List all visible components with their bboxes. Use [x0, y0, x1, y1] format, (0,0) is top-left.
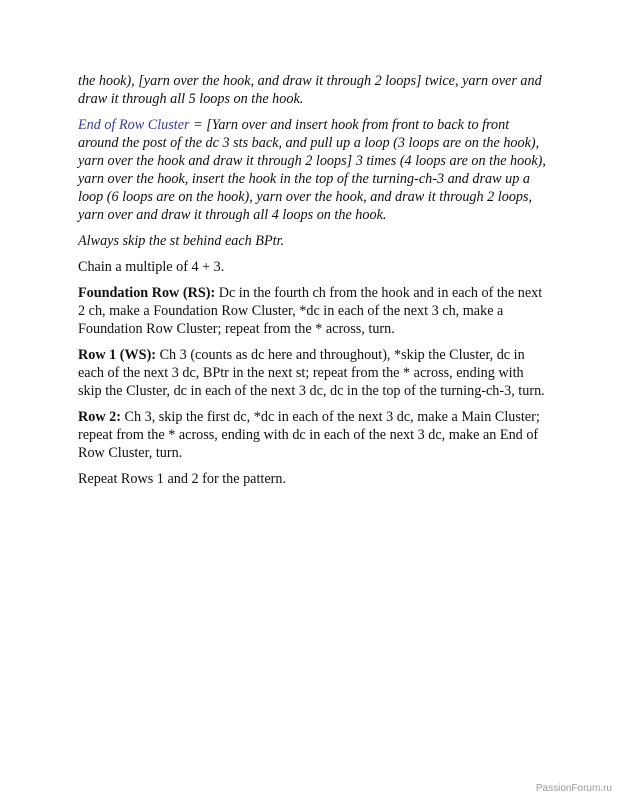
cluster-continuation-paragraph [78, 72, 548, 108]
repeat-text: Repeat Rows 1 and 2 for the pattern. [78, 471, 287, 487]
skip-note-paragraph [78, 232, 548, 250]
foundation-row-paragraph [78, 284, 548, 338]
end-of-row-cluster-term: End of Row Cluster [78, 117, 190, 133]
end-of-row-cluster-definition: = [Yarn over and insert hook from front to back to front around the post of the dc 3 sts back, and pull up a loop (3 loops are on the hook), yarn over the hook and draw it through 2 loops] 3 times (4 loops are on the hook), yarn over the hook, insert the hook in the top of the turning-ch-3 and draw up a loop (6 loops are on the hook), yarn over the hook, and draw it through 2 loops, yarn over and draw it through all 4 loops on the hook. [78, 117, 546, 223]
page-content [78, 72, 548, 496]
row-2-label: Row 2: [78, 409, 121, 425]
row-2-paragraph [78, 408, 548, 462]
foundation-row-text: Dc in the fourth ch from the hook and in each of the next 2 ch, make a Foundation Row Cluster, *dc in each of the next 3 ch, make a Foundation Row Cluster; repeat from the * across, turn. [78, 285, 543, 337]
repeat-paragraph [78, 470, 548, 488]
foundation-row-label: Foundation Row (RS): [78, 285, 216, 301]
cluster-continuation-text: the hook), [yarn over the hook, and draw it through 2 loops] twice, yarn over and draw it through all 5 loops on the hook. [78, 73, 542, 107]
chain-text: Chain a multiple of 4 + 3. [78, 259, 225, 275]
row-2-text: Ch 3, skip the first dc, *dc in each of the next 3 dc, make a Main Cluster; repeat from the * across, ending with dc in each of the next 3 dc, make an End of Row Cluster, turn. [78, 409, 540, 461]
end-of-row-cluster-paragraph [78, 116, 548, 224]
row-1-text: Ch 3 (counts as dc here and throughout), *skip the Cluster, dc in each of the next 3 dc, BPtr in the next st; repeat from the * across, ending with skip the Cluster, dc in each of the next 3 dc, dc in the top of the turning-ch-3, turn. [78, 347, 545, 399]
skip-note-text: Always skip the st behind each BPtr. [78, 233, 285, 249]
row-1-paragraph [78, 346, 548, 400]
chain-paragraph [78, 258, 548, 276]
watermark: PassionForum.ru [535, 783, 612, 794]
row-1-label: Row 1 (WS): [78, 347, 157, 363]
